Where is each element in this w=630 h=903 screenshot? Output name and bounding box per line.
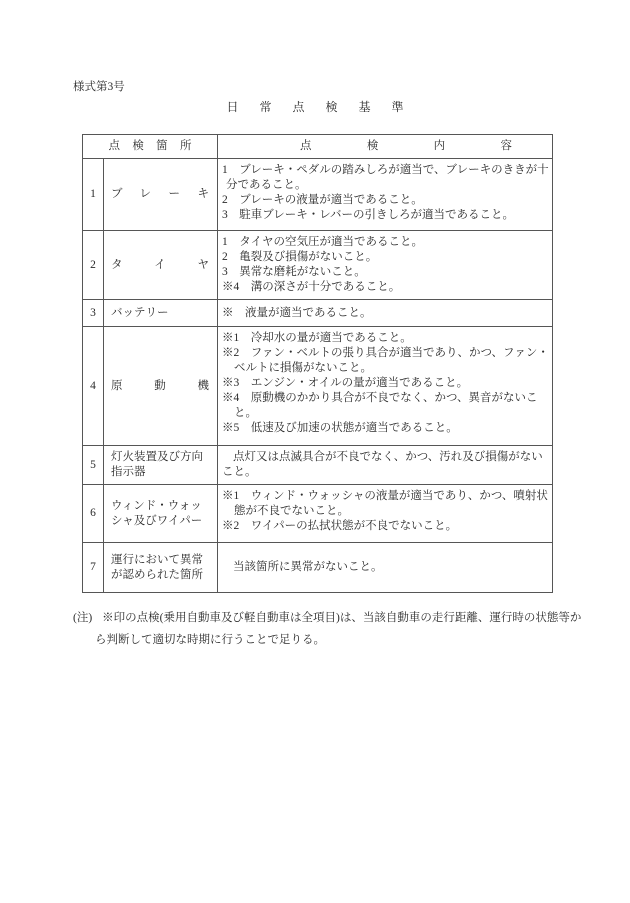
inspection-item: ※3 エンジン・オイルの量が適当であること。 xyxy=(222,377,469,389)
inspection-item: 1 タイヤの空気圧が適当であること。 xyxy=(222,236,424,248)
row-number: 1 xyxy=(83,159,104,231)
content-cell xyxy=(218,159,553,231)
inspection-item: ※ 液量が適当であること。 xyxy=(222,306,372,319)
row-number: 3 xyxy=(83,300,104,327)
inspection-item: 2 ブレーキの液量が適当であること。 xyxy=(222,194,423,206)
page-title: 日常点検基準 xyxy=(226,100,425,114)
content-cell xyxy=(218,485,553,543)
content-cell xyxy=(218,300,553,327)
content-cell xyxy=(218,446,553,485)
inspection-item: 当該箇所に異常がないこと。 xyxy=(233,561,383,573)
inspection-item: 3 駐車ブレーキ・レバーの引きしろが適当であること。 xyxy=(222,209,514,221)
location-cell xyxy=(104,231,218,300)
location-cell xyxy=(104,327,218,446)
inspection-item: 1 ブレーキ・ペダルの踏みしろが適当で、ブレーキのききが十分であること。 xyxy=(222,164,549,191)
content-cell xyxy=(218,543,553,593)
location-cell xyxy=(104,300,218,327)
inspection-item: 3 異常な磨耗がないこと。 xyxy=(222,266,366,278)
location-label: ウィンド・ウォッシャ及びワイパー xyxy=(111,499,203,527)
table-row xyxy=(83,485,553,543)
table-header-row xyxy=(83,135,553,159)
inspection-item: ※1 ウィンド・ウォッシャの液量が適当であり、かつ、噴射状態が不良でないこと。 xyxy=(222,490,548,517)
inspection-item: 点灯又は点滅具合が不良でなく、かつ、汚れ及び損傷がないこと。 xyxy=(222,451,543,478)
footnote-text: ※印の点検(乗用自動車及び軽自動車は全項目)は、当該自動車の走行距離、運行時の状態等から判断して適切な時期に行うことで足りる。 xyxy=(95,612,582,646)
table-row xyxy=(83,159,553,231)
location-label: 灯火装置及び方向指示器 xyxy=(111,451,203,478)
location-cell xyxy=(104,543,218,593)
row-number: 7 xyxy=(83,543,104,593)
inspection-item: ※4 溝の深さが十分であること。 xyxy=(222,281,401,293)
inspection-item: ※4 原動機のかかり具合が不良でなく、かつ、異音がないこと。 xyxy=(222,392,538,419)
inspection-item: ※2 ファン・ベルトの張り具合が適当であり、かつ、ファン・ベルトに損傷がないこと。 xyxy=(222,347,549,374)
inspection-item: ※2 ワイパーの払拭状態が不良でないこと。 xyxy=(222,520,458,532)
content-cell xyxy=(218,231,553,300)
location-label: バッテリー xyxy=(111,306,169,319)
header-inspection-content-label: 点検内容 xyxy=(300,140,512,152)
table-row xyxy=(83,543,553,593)
header-inspection-location xyxy=(83,135,218,159)
daily-inspection-table xyxy=(82,134,553,593)
row-number: 2 xyxy=(83,231,104,300)
location-label: 運行において異常が認められた箇所 xyxy=(111,553,203,581)
footnote xyxy=(73,607,585,651)
row-number: 4 xyxy=(83,327,104,446)
form-number-label: 様式第3号 xyxy=(73,81,125,93)
table-row xyxy=(83,446,553,485)
inspection-item: 2 亀裂及び損傷がないこと。 xyxy=(222,251,378,263)
row-number: 6 xyxy=(83,485,104,543)
location-label: ブレーキ xyxy=(111,188,209,200)
table-row xyxy=(83,231,553,300)
header-inspection-content xyxy=(218,135,553,159)
location-cell xyxy=(104,159,218,231)
table-row xyxy=(83,300,553,327)
row-number: 5 xyxy=(83,446,104,485)
location-cell xyxy=(104,446,218,485)
location-label: 原動機 xyxy=(111,379,209,392)
footnote-label: (注) xyxy=(73,612,93,624)
location-cell xyxy=(104,485,218,543)
content-cell xyxy=(218,327,553,446)
header-inspection-location-label: 点検箇所 xyxy=(108,140,192,152)
location-label: タイヤ xyxy=(111,258,209,271)
table-row xyxy=(83,327,553,446)
inspection-item: ※1 冷却水の量が適当であること。 xyxy=(222,332,412,344)
inspection-item: ※5 低速及び加速の状態が適当であること。 xyxy=(222,422,458,434)
